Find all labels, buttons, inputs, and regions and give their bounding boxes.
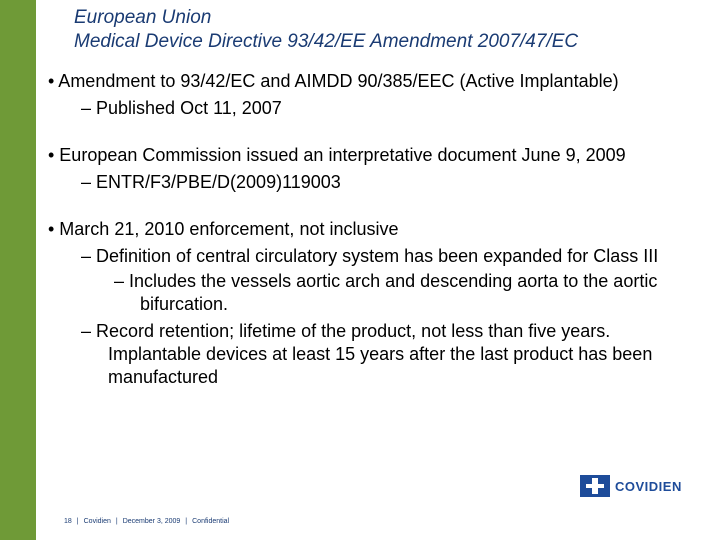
sub-bullet-record-retention: – Record retention; lifetime of the product, not less than five years. Implantable devices at least 15 years after the last product has been manufactured	[81, 321, 653, 387]
sub-bullet-published: – Published Oct 11, 2007	[81, 98, 282, 118]
sub-bullet-document-reference: – ENTR/F3/PBE/D(2009)119003	[81, 172, 341, 192]
cross-logo-icon	[580, 475, 610, 497]
sidebar-accent-bar	[0, 0, 36, 540]
bullet-amendment: • Amendment to 93/42/EC and AIMDD 90/385/EEC (Active Implantable)	[48, 71, 619, 91]
company-logo	[580, 475, 682, 497]
bullet-enforcement: • March 21, 2010 enforcement, not inclusive	[48, 219, 399, 239]
logo-text: COVIDIEN	[615, 478, 682, 494]
title-line-1: European Union	[74, 7, 212, 28]
footer-classification: Confidential	[192, 518, 230, 525]
footer-page-number: 18	[64, 518, 72, 525]
bullet-interpretative-document: • European Commission issued an interpretative document June 9, 2009	[48, 145, 626, 165]
sub-bullet-central-circulatory: – Definition of central circulatory system has been expanded for Class III	[81, 246, 659, 266]
slide-body	[48, 70, 698, 389]
title-line-2: Medical Device Directive 93/42/EE Amendment 2007/47/EC	[74, 31, 579, 52]
slide-footer: 18 | Covidien | December 3, 2009 | Confidential	[64, 518, 230, 525]
slide-title	[74, 6, 704, 54]
footer-date: December 3, 2009	[122, 518, 181, 525]
footer-company: Covidien	[83, 518, 111, 525]
sub-sub-bullet-vessels: – Includes the vessels aortic arch and descending aorta to the aortic bifurcation.	[114, 271, 658, 314]
